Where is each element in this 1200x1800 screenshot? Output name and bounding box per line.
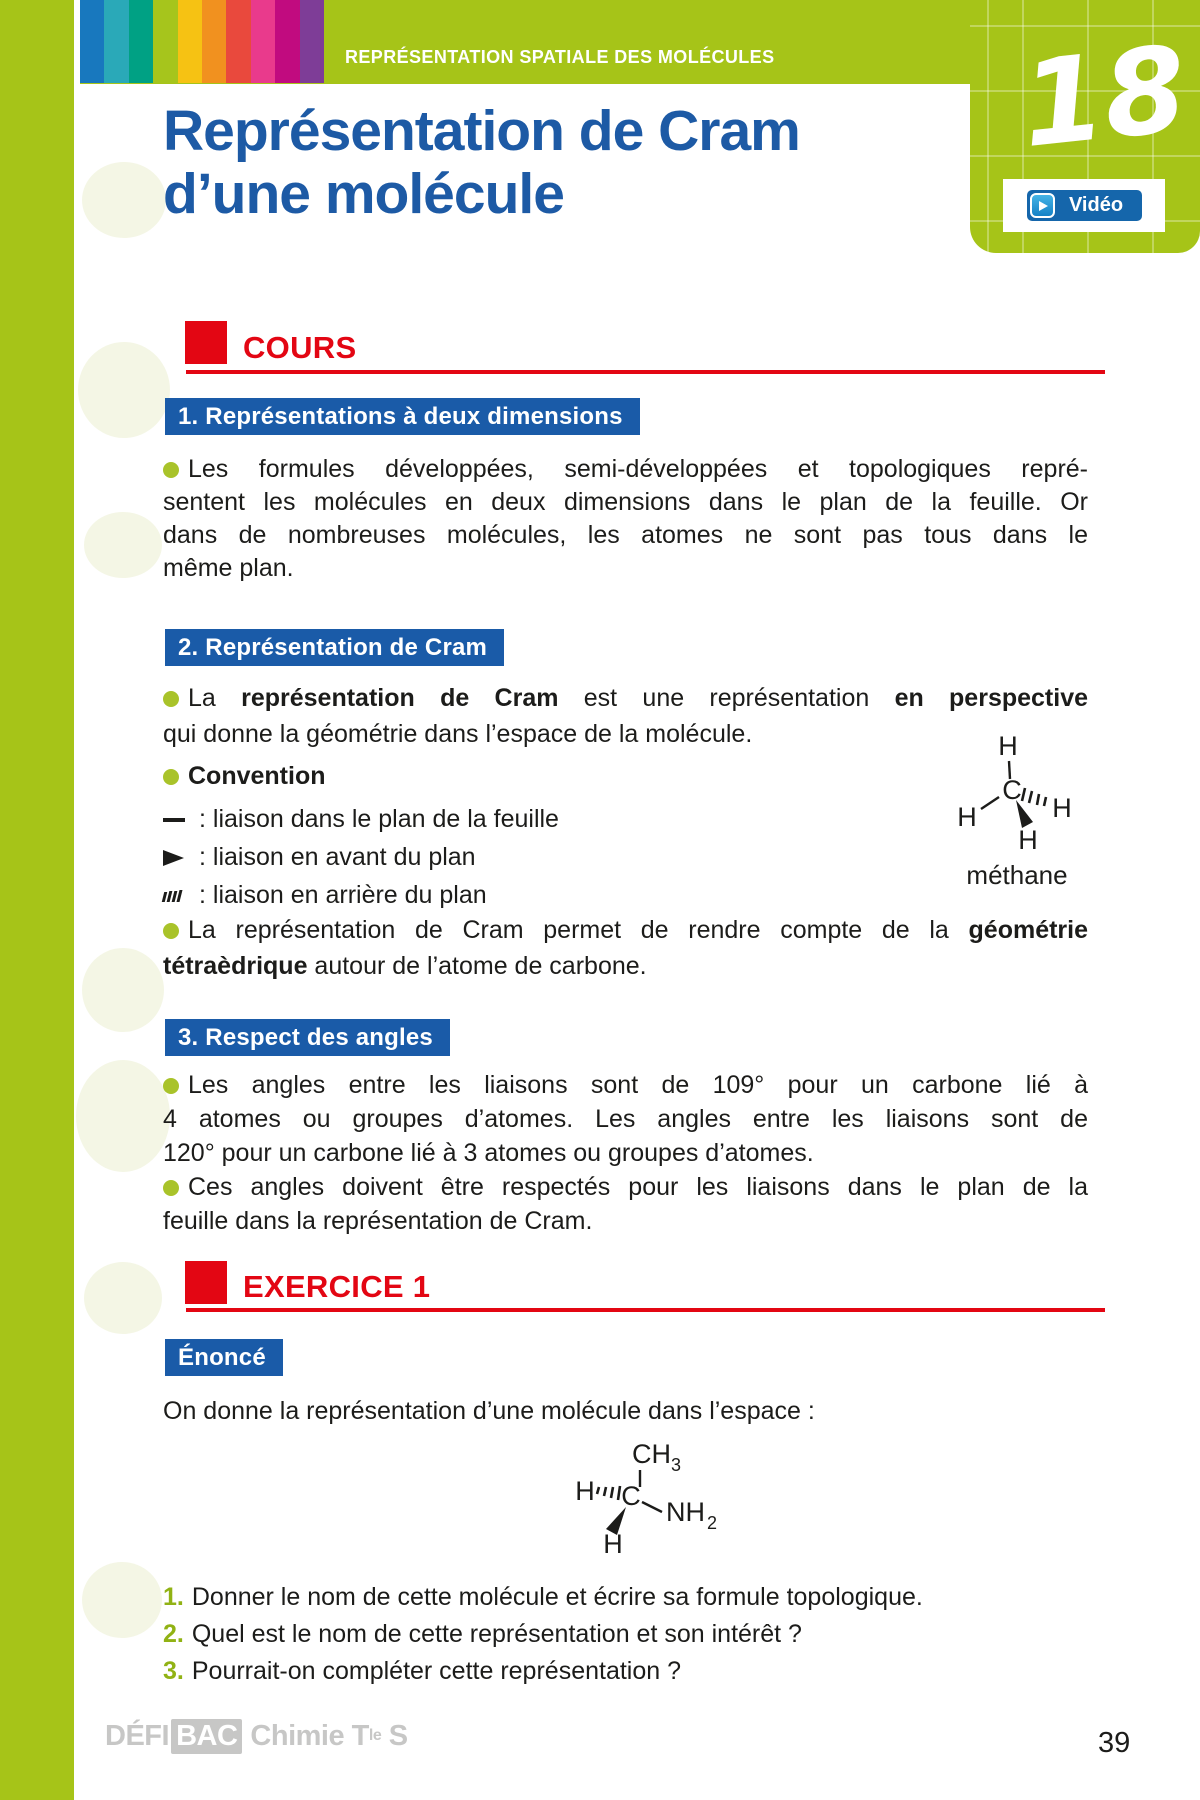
paragraph-line: dans de nombreuses molécules, les atomes ne sont pas tous dans le xyxy=(163,521,1088,549)
page-number: 39 xyxy=(1098,1727,1131,1759)
exmol-top-sub: 3 xyxy=(671,1455,682,1475)
heading-1: 1. Représentations à deux dimensions xyxy=(165,398,640,435)
watermark-circle xyxy=(76,1060,170,1172)
paragraph-line: tétraèdrique autour de l’atome de carbone. xyxy=(163,952,647,980)
bullet-icon xyxy=(163,462,179,478)
methane-figure xyxy=(938,718,1108,893)
cours-label: COURS xyxy=(243,330,357,365)
video-label: Vidéo xyxy=(1068,194,1124,216)
color-stripe xyxy=(275,0,299,83)
convention-text: : liaison en arrière du plan xyxy=(199,880,487,909)
convention-list xyxy=(163,801,923,915)
left-margin-band xyxy=(0,0,74,1800)
bullet-icon xyxy=(163,691,179,707)
convention-item xyxy=(163,877,923,915)
exmol-bottom-h: H xyxy=(603,1529,623,1559)
color-stripe xyxy=(178,0,202,83)
methane-carbon: C xyxy=(1002,775,1022,805)
paragraph-line: Les angles entre les liaisons sont de 109° pour un carbone lié à xyxy=(163,1068,1088,1102)
watermark-circle xyxy=(84,512,162,578)
video-box xyxy=(1003,179,1165,232)
exercise-molecule-figure xyxy=(540,1425,790,1575)
brand-logo xyxy=(105,1719,408,1753)
bullet-icon xyxy=(163,1180,179,1196)
color-stripe xyxy=(153,0,177,83)
question-number: 1. xyxy=(163,1583,184,1611)
cours-rule xyxy=(186,370,1105,374)
question-number: 2. xyxy=(163,1620,184,1648)
color-stripes xyxy=(80,0,324,83)
methane-label: méthane xyxy=(966,860,1068,890)
exmol-left-h: H xyxy=(575,1476,595,1506)
watermark-circle xyxy=(82,948,164,1032)
paragraph-line: La représentation de Cram permet de rendre compte de la géométrie xyxy=(163,912,1088,948)
exercice-red-square xyxy=(185,1261,227,1304)
video-button[interactable] xyxy=(1027,190,1142,221)
enonce-badge: Énoncé xyxy=(165,1339,283,1376)
convention-item xyxy=(163,839,923,877)
brand-prefix: DÉFI xyxy=(105,1719,170,1752)
paragraph-line: feuille dans la représentation de Cram. xyxy=(163,1207,593,1235)
exmol-right-sub: 2 xyxy=(707,1513,718,1533)
paragraph-line: 4 atomes ou groupes d’atomes. Les angles entre les liaisons sont de xyxy=(163,1105,1088,1133)
page-title xyxy=(163,100,800,226)
hash-back-bond-icon xyxy=(163,878,199,915)
methane-left-h: H xyxy=(957,802,977,832)
paragraph-line: qui donne la géométrie dans l’espace de la molécule. xyxy=(163,720,753,748)
convention-item xyxy=(163,801,923,839)
footer-subject-sup: le xyxy=(368,1727,382,1744)
paragraph-line: même plan. xyxy=(163,554,294,582)
play-icon xyxy=(1030,193,1055,218)
color-stripe xyxy=(226,0,250,83)
color-stripe xyxy=(300,0,324,83)
heading-3: 3. Respect des angles xyxy=(165,1019,450,1056)
paragraph-line: La représentation de Cram est une représentation en perspective xyxy=(163,680,1088,716)
exmol-carbon: C xyxy=(621,1481,641,1511)
paragraph-line: Convention xyxy=(163,758,1088,794)
question-text: Donner le nom de cette molécule et écrire sa formule topologique. xyxy=(191,1583,923,1611)
dash-bond-icon xyxy=(163,802,199,839)
footer-subject-end: S xyxy=(388,1719,408,1752)
paragraph-line: 120° pour un carbone lié à 3 atomes ou groupes d’atomes. xyxy=(163,1139,814,1167)
question-line xyxy=(163,1579,1088,1616)
question-line xyxy=(163,1616,1088,1653)
bullet-icon xyxy=(163,769,179,785)
convention-text: : liaison dans le plan de la feuille xyxy=(199,805,559,833)
exercise-intro xyxy=(163,1394,1088,1428)
question-number: 3. xyxy=(163,1657,184,1685)
chapter-kicker: REPRÉSENTATION SPATIALE DES MOLÉCULES xyxy=(345,47,775,67)
methane-bottom-h: H xyxy=(1018,825,1038,855)
watermark-circle xyxy=(82,162,166,238)
question-list xyxy=(163,1579,1088,1690)
question-text: Pourrait-on compléter cette représentation ? xyxy=(191,1657,682,1685)
exercice-label: EXERCICE 1 xyxy=(243,1269,431,1304)
watermark-circle xyxy=(78,342,170,438)
exercice-rule xyxy=(186,1308,1105,1312)
brand-box: BAC xyxy=(171,1719,242,1754)
paragraph-1 xyxy=(163,453,1088,585)
wedge-front-bond-icon xyxy=(163,840,199,877)
question-text: Quel est le nom de cette représentation et son intérêt ? xyxy=(191,1620,802,1648)
page-title-line1: Représentation de Cram xyxy=(163,99,800,163)
color-stripe xyxy=(80,0,104,83)
color-stripe xyxy=(251,0,275,83)
heading-2: 2. Représentation de Cram xyxy=(165,629,504,666)
paragraph-line: Ces angles doivent être respectés pour les liaisons dans le plan de la xyxy=(163,1170,1088,1204)
exercise-intro-line: On donne la représentation d’une molécule dans l’espace : xyxy=(163,1397,815,1425)
paragraph-line: Les formules développées, semi-développées et topologiques repré- xyxy=(163,453,1088,486)
footer-subject: Chimie T xyxy=(250,1719,369,1752)
exmol-right-group: NH xyxy=(666,1497,705,1527)
watermark-circle xyxy=(82,1562,162,1638)
methane-right-h: H xyxy=(1052,793,1072,823)
color-stripe xyxy=(129,0,153,83)
paragraph-3b xyxy=(163,1170,1088,1238)
paragraph-line: sentent les molécules en deux dimensions dans le plan de la feuille. Or xyxy=(163,488,1088,516)
bullet-icon xyxy=(163,1078,179,1094)
watermark-circle xyxy=(84,1262,162,1334)
color-stripe xyxy=(104,0,128,83)
chapter-number: 18 xyxy=(1015,19,1193,174)
paragraph-2b xyxy=(163,912,1088,984)
question-line xyxy=(163,1653,1088,1690)
exmol-top-group: CH xyxy=(632,1439,671,1469)
bullet-icon xyxy=(163,923,179,939)
color-stripe xyxy=(202,0,226,83)
page-title-line2: d’une molécule xyxy=(163,162,564,226)
cours-red-square xyxy=(185,321,227,364)
convention-text: : liaison en avant du plan xyxy=(199,842,476,871)
paragraph-3a xyxy=(163,1068,1088,1170)
methane-top-h: H xyxy=(998,731,1018,761)
